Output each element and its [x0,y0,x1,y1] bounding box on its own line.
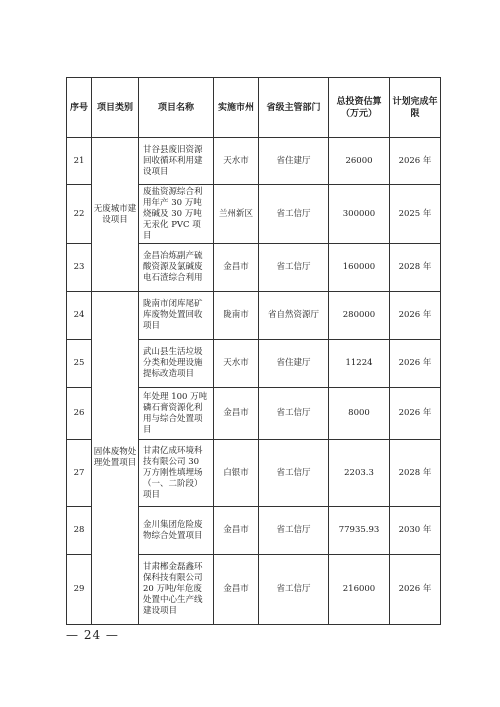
cell-category: 固体废物处理处置项目 [92,292,139,625]
cell-dept: 省自然资源厅 [259,292,329,340]
cell-dept: 省工信厅 [259,244,329,292]
cell-dept: 省工信厅 [259,555,329,625]
header-investment: 总投资估算（万元） [329,78,390,138]
header-dept: 省级主管部门 [259,78,329,138]
cell-seq: 25 [67,340,92,388]
cell-dept: 省住建厅 [259,340,329,388]
header-name: 项目名称 [139,78,214,138]
header-year: 计划完成年限 [390,78,441,138]
cell-year: 2026 年 [390,340,441,388]
cell-seq: 24 [67,292,92,340]
cell-dept: 省工信厅 [259,388,329,440]
cell-city: 金昌市 [214,244,259,292]
cell-name: 废盐资源综合利用年产 30 万吨烧碱及 30 万吨无汞化 PVC 项目 [139,185,214,244]
cell-name: 甘谷县废旧资源回收循环利用建设项目 [139,138,214,185]
cell-year: 2026 年 [390,292,441,340]
cell-year: 2028 年 [390,244,441,292]
cell-city: 天水市 [214,138,259,185]
cell-name: 甘肃亿成环境科技有限公司 30 万方刚性填埋场（一、二阶段）项目 [139,440,214,507]
cell-dept: 省住建厅 [259,138,329,185]
table-row [67,292,441,340]
cell-city: 金昌市 [214,555,259,625]
cell-dept: 省工信厅 [259,440,329,507]
cell-seq: 26 [67,388,92,440]
cell-investment: 26000 [329,138,390,185]
cell-name: 金川集团危险废物综合处置项目 [139,507,214,555]
cell-seq: 29 [67,555,92,625]
cell-city: 兰州新区 [214,185,259,244]
cell-year: 2030 年 [390,507,441,555]
cell-investment: 216000 [329,555,390,625]
cell-city: 金昌市 [214,507,259,555]
cell-name: 年处理 100 万吨磷石膏资源化利用与综合处置项目 [139,388,214,440]
cell-name: 甘肃郴金磊鑫环保科技有限公司 20 万吨/年危废处置中心生产线建设项目 [139,555,214,625]
page-number: — 24 — [66,628,119,642]
table-row [67,138,441,185]
cell-city: 白银市 [214,440,259,507]
cell-investment: 160000 [329,244,390,292]
cell-category: 无废城市建设项目 [92,138,139,292]
header-seq: 序号 [67,78,92,138]
cell-dept: 省工信厅 [259,507,329,555]
cell-seq: 21 [67,138,92,185]
header-category: 项目类别 [92,78,139,138]
cell-seq: 22 [67,185,92,244]
cell-investment: 8000 [329,388,390,440]
cell-name: 陇南市闭库尾矿库废物处置回收项目 [139,292,214,340]
header-city: 实施市州 [214,78,259,138]
cell-city: 天水市 [214,340,259,388]
cell-year: 2025 年 [390,185,441,244]
cell-name: 金昌冶炼副产硫酸资源及氯碱废电石渣综合利用 [139,244,214,292]
cell-seq: 23 [67,244,92,292]
cell-name: 武山县生活垃圾分类和处理设施提标改造项目 [139,340,214,388]
cell-year: 2028 年 [390,440,441,507]
cell-investment: 11224 [329,340,390,388]
project-table [66,77,441,625]
cell-investment: 2203.3 [329,440,390,507]
cell-city: 陇南市 [214,292,259,340]
table-header-row [67,78,441,138]
cell-city: 金昌市 [214,388,259,440]
cell-year: 2026 年 [390,388,441,440]
cell-investment: 280000 [329,292,390,340]
cell-seq: 28 [67,507,92,555]
cell-investment: 300000 [329,185,390,244]
cell-investment: 77935.93 [329,507,390,555]
cell-seq: 27 [67,440,92,507]
cell-year: 2026 年 [390,138,441,185]
cell-dept: 省工信厅 [259,185,329,244]
cell-year: 2026 年 [390,555,441,625]
